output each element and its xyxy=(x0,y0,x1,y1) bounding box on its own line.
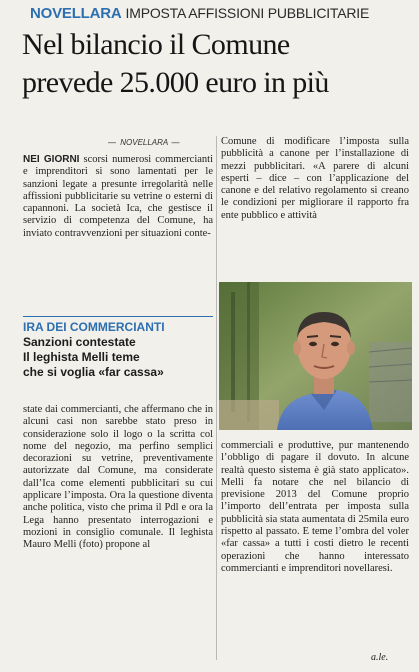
body-column-2-top: Comune di modificare l’imposta sulla pubblicità a canone per l’installazione di mezzi pubblicitari. «A parere di alcuni esperti – dice – con l’applicazione del canone e del relativo regolamento si creano le condizioni per migliorare il rapporto fra ente pubblico e attività xyxy=(221,136,409,221)
article-kicker xyxy=(30,4,410,23)
byline: — NOVELLARA — xyxy=(108,138,181,147)
box-title-line-3: che si voglia «far cassa» xyxy=(23,365,164,379)
body-text-1a: scorsi numerosi commercianti e imprenditori si sono lamentati per le sanzioni legate a presunte irregolarità nelle affissioni pubblicitarie su vetrine o esterni di capannoni. La società Ica, che gestisce il servizio di competenza del Comune, ha inviato contravvenzioni per situazioni conte- xyxy=(23,154,213,239)
body-column-2-bottom: commerciali e produttive, pur mantenendo l’obbligo di pagare il dovuto. In alcune realtà questo sistema è già stato applicato». Melli fa notare che nel bilancio di previsione 2013 del Comune proprio l’importo dell’entrata per imposta sulla pubblicità sia stata aumentata di 25mila euro rispetto al passato. E teme l’ombra del voler «far cassa» a tutti i costi dietro le recenti operazioni che hanno interessato commercianti e imprenditori novellaresi. xyxy=(221,440,409,574)
headline-line-2: prevede 25.000 euro in più xyxy=(22,66,329,99)
box-title-line-2: Il leghista Melli teme xyxy=(23,350,140,364)
box-title-line-1: Sanzioni contestate xyxy=(23,335,136,349)
box-kicker: IRA DEI COMMERCIANTI xyxy=(23,320,165,334)
article-headline xyxy=(22,26,412,102)
author-signature: a.le. xyxy=(371,652,389,663)
kicker-topic: IMPOSTA AFFISSIONI PUBBLICITARIE xyxy=(125,5,370,21)
byline-place: NOVELLARA xyxy=(120,138,169,147)
portrait-photo xyxy=(219,282,412,430)
body-column-1-bottom: state dai commercianti, che affermano che in alcuni casi non sarebbe stato preso in considerazione solo il logo o la scritta col nome del negozio, ma perfino semplici decorazioni su vetrine, preventivamente autorizzate dal Comune, ma considerate dall’Ica come elementi pubblicitari su cui applicare l’imposta. Ora la questione diventa anche politica, visto che prima il Pdl e ora la Lega hanno presentato interrogazioni e mozioni in consiglio comunale. Il leghista Mauro Melli (foto) propone al xyxy=(23,404,213,551)
body-column-1-top xyxy=(23,154,213,304)
headline-line-1: Nel bilancio il Comune xyxy=(22,28,290,61)
body-lead: NEI GIORNI xyxy=(23,154,80,165)
column-divider xyxy=(216,136,217,660)
portrait-illustration xyxy=(219,282,412,430)
box-rule xyxy=(23,316,213,317)
sidebar-box xyxy=(23,316,213,396)
kicker-place: NOVELLARA xyxy=(30,5,122,22)
box-title xyxy=(23,335,213,380)
